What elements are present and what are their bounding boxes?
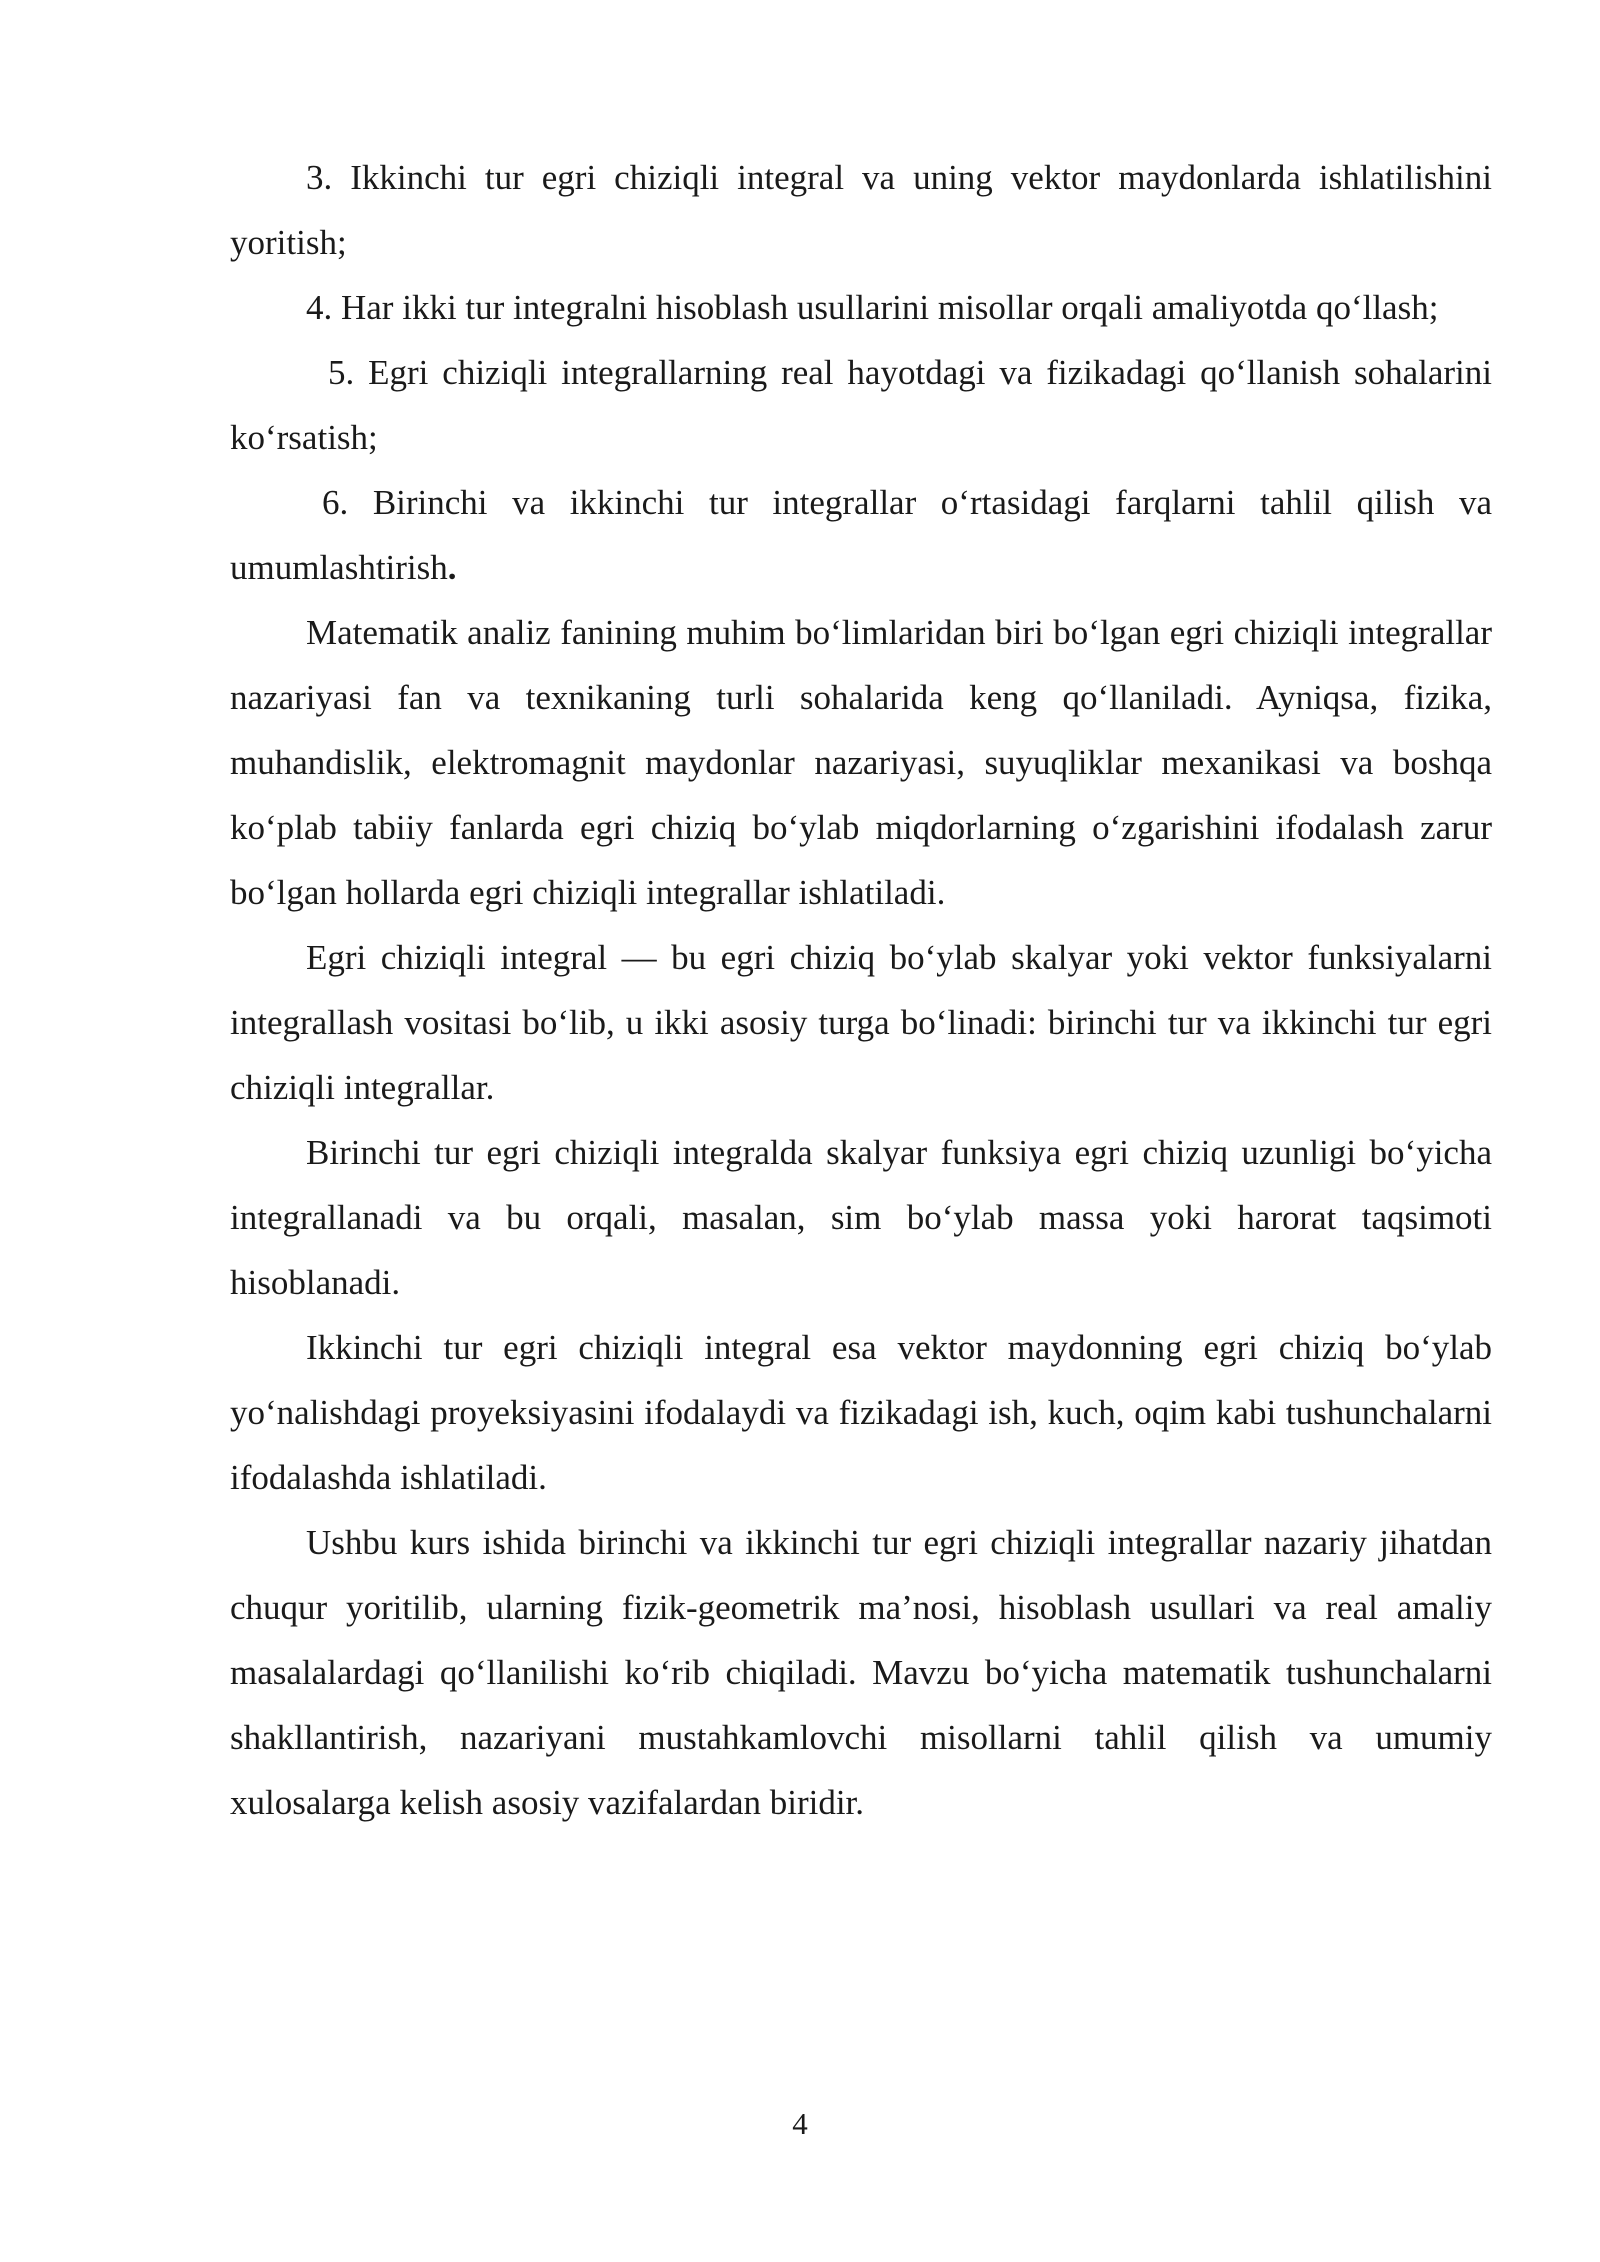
page-number: 4 [792, 2106, 808, 2141]
paragraph-course-goal: Ushbu kurs ishida birinchi va ikkinchi tur egri chiziqli integrallar nazariy jihatdan chuqur yoritilib, ularning fizik-geometrik ma’nosi, hisoblash usullari va real amaliy masalalardagi qo‘llanilishi ko‘rib chiqiladi. Mavzu bo‘yicha matematik tushunchalarni shakllantirish, nazariyani mustahkamlovchi misollarni tahlil qilish va umumiy xulosalarga kelish asosiy vazifalardan biridir. [230, 1523, 1492, 1822]
list-item-6 [230, 470, 1492, 600]
page-body [230, 145, 1492, 1835]
list-item-3: 3. Ikkinchi tur egri chiziqli integral va uning vektor maydonlarda ishlatilishini yoritish; [230, 158, 1492, 262]
list-item-4: 4. Har ikki tur integralni hisoblash usullarini misollar orqali amaliyotda qo‘llash; [306, 288, 1439, 327]
paragraph-first-kind: Birinchi tur egri chiziqli integralda skalyar funksiya egri chiziq uzunligi bo‘yicha integrallanadi va bu orqali, masalan, sim bo‘ylab massa yoki harorat taqsimoti hisoblanadi. [230, 1133, 1492, 1302]
list-item-5: 5. Egri chiziqli integrallarning real hayotdagi va fizikadagi qo‘llanish sohalarini ko‘rsatish; [230, 353, 1492, 457]
paragraph-definition: Egri chiziqli integral — bu egri chiziq bo‘ylab skalyar yoki vektor funksiyalarni integrallash vositasi bo‘lib, u ikki asosiy turga bo‘linadi: birinchi tur va ikkinchi tur egri chiziqli integrallar. [230, 938, 1492, 1107]
paragraph-second-kind: Ikkinchi tur egri chiziqli integral esa vektor maydonning egri chiziq bo‘ylab yo‘nalishdagi proyeksiyasini ifodalaydi va fizikadagi ish, kuch, oqim kabi tushunchalarni ifodalashda ishlatiladi. [230, 1328, 1492, 1497]
list-end-mark: . [447, 548, 457, 587]
list-item-6-text: 6. Birinchi va ikkinchi tur integrallar o‘rtasidagi farqlarni tahlil qilish va umumlashtirish [230, 483, 1492, 587]
paragraph-intro: Matematik analiz fanining muhim bo‘limlaridan biri bo‘lgan egri chiziqli integrallar nazariyasi fan va texnikaning turli sohalarida keng qo‘llaniladi. Ayniqsa, fizika, muhandislik, elektromagnit maydonlar nazariyasi, suyuqliklar mexanikasi va boshqa ko‘plab tabiiy fanlarda egri chiziq bo‘ylab miqdorlarning o‘zgarishini ifodalash zarur bo‘lgan hollarda egri chiziqli integrallar ishlatiladi. [230, 613, 1492, 912]
